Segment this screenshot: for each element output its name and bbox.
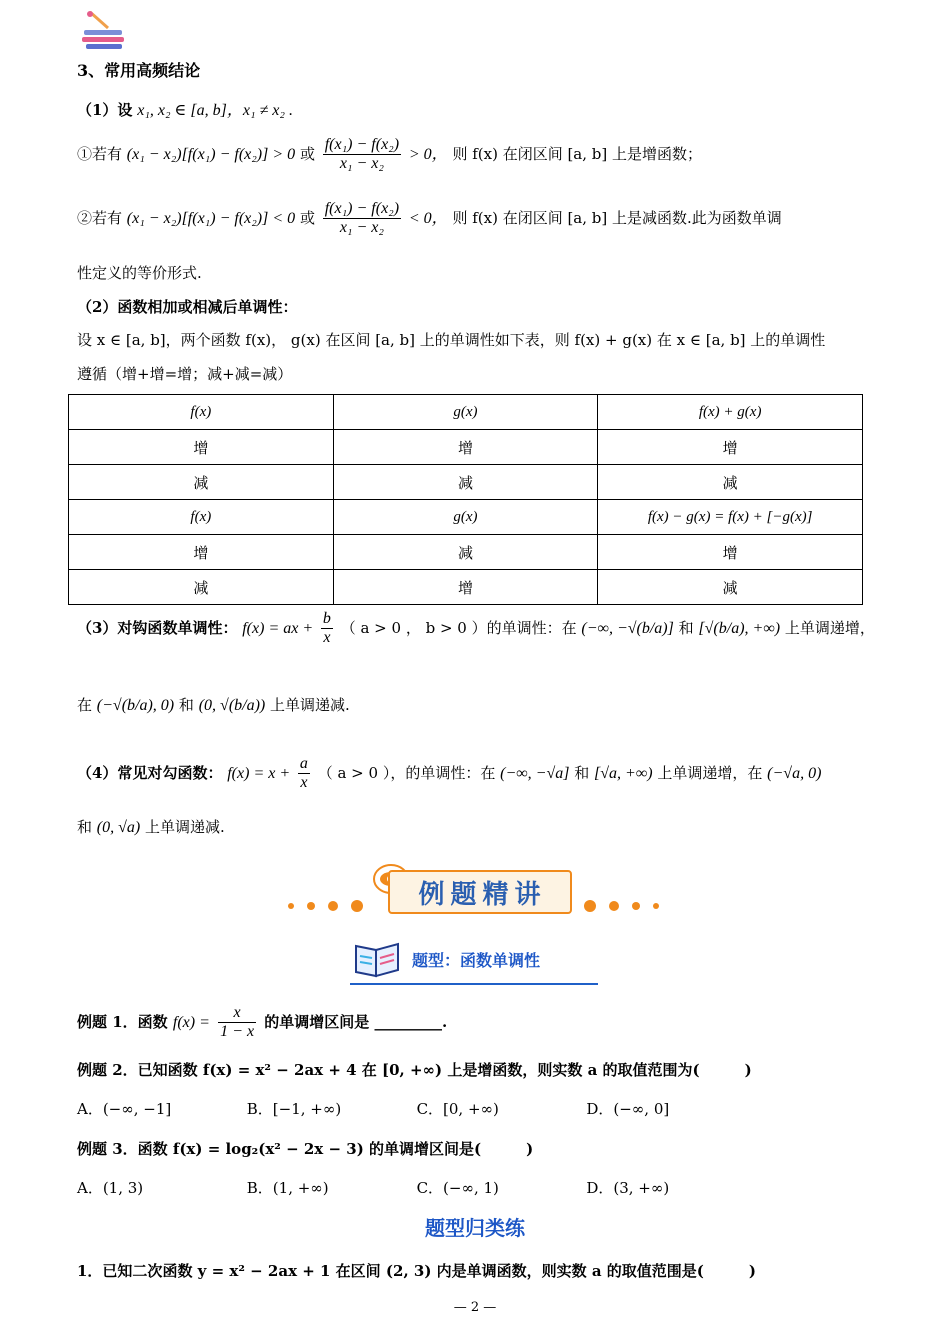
topic-underline (350, 983, 598, 985)
table-row: f(x) g(x) f(x) + g(x) (69, 395, 863, 430)
item3-line1: （3）对钩函数单调性： f(x) = ax + $\frac{b}{x}$ （ a > 0 ， b > 0 ）的单调性：在 (−∞, −√(b/a)] 和 [√(b/a), +∞) 上单调递增， (77, 610, 875, 647)
table-row: f(x) g(x) f(x) − g(x) = f(x) + [−g(x)] (69, 500, 863, 535)
books-logo-icon (80, 8, 130, 50)
topic-title: 题型：函数单调性 (412, 951, 541, 970)
table-row: 增 减 增 (69, 535, 863, 570)
item1: （1）设 x₁, x₂ ∈ [a, b]，x₁ ≠ x₂ . (77, 101, 293, 119)
monotonicity-table (68, 394, 863, 605)
option-c[interactable]: C．(−∞, 1) (416, 1179, 499, 1197)
rule1: ①若有 (x₁ − x₂)[f(x₁) − f(x₂)] > 0 或 $\frac{\text{f(x₁) − f(x₂)}}{\text{x₁ − x₂}}$ > 0， 则 f(x) 在闭区间 [a, b] 上是增函数； (77, 136, 703, 173)
banner-dots-left (285, 896, 375, 916)
item4-line2: 和 (0, √a) 上单调递减. (77, 818, 225, 836)
item2-text2: 遵循（增+增=增；减+减=减） (77, 365, 293, 383)
example-3: 例题 3．函数 f(x) = log₂(x² − 2x − 3) 的单调增区间是( ) (77, 1140, 534, 1158)
example-2-options (77, 1098, 751, 1119)
rule2-fraction: $\frac{\text{f(x₁) − f(x₂)}}{\text{x₁ − x₂}}$ (324, 200, 400, 237)
option-d[interactable]: D．(3, +∞) (586, 1179, 670, 1197)
rule2-continuation: 性定义的等价形式. (77, 264, 202, 282)
section-title: 3、常用高频结论 (77, 61, 201, 80)
example-3-options (77, 1177, 751, 1198)
item2-title: （2）函数相加或相减后单调性： (77, 298, 298, 316)
option-b[interactable]: B．(1, +∞) (246, 1179, 329, 1197)
option-a[interactable]: A．(1, 3) (77, 1179, 144, 1197)
banner-title: 例题精讲 (418, 880, 547, 910)
example-1: 例题 1．函数 f(x) = $\frac{x}{1 - x}$ 的单调增区间是 _________. (77, 1004, 448, 1041)
option-d[interactable]: D．(−∞, 0] (586, 1100, 670, 1118)
question-1: 1．已知二次函数 y = x² − 2ax + 1 在区间 (2, 3) 内是单调函数，则实数 a 的取值范围是( ) (77, 1262, 757, 1280)
rule2: ②若有 (x₁ − x₂)[f(x₁) − f(x₂)] < 0 或 $\frac{\text{f(x₁) − f(x₂)}}{\text{x₁ − x₂}}$ < 0， 则 f(x) 在闭区间 [a, b] 上是减函数.此为函数单调 (77, 200, 782, 237)
table-row: 增 增 增 (69, 430, 863, 465)
page-number: — 2 — (453, 1300, 497, 1315)
book-icon (352, 936, 402, 980)
item4-line1: （4）常见对勾函数： f(x) = x + $\frac{a}{x}$ （ a > 0 ），的单调性：在 (−∞, −√a] 和 [√a, +∞) 上单调递增，在 (−√a, 0) (77, 755, 822, 792)
option-c[interactable]: C．[0, +∞) (416, 1100, 499, 1118)
item3-line2: 在 (−√(b/a), 0) 和 (0, √(b/a)) 上单调递减. (77, 696, 350, 714)
option-a[interactable]: A．(−∞, −1] (77, 1100, 172, 1118)
practice-title: 题型归类练 (425, 1216, 525, 1240)
table-row: 减 增 减 (69, 570, 863, 605)
table-row: 减 减 减 (69, 465, 863, 500)
banner-dots-right (580, 896, 670, 916)
item2-text1: 设 x ∈ [a, b]，两个函数 f(x)， g(x) 在区间 [a, b] 上的单调性如下表，则 f(x) + g(x) 在 x ∈ [a, b] 上的单调性 (77, 331, 826, 349)
example-2: 例题 2．已知函数 f(x) = x² − 2ax + 4 在 [0, +∞) 上是增函数，则实数 a 的取值范围为( ) (77, 1061, 752, 1079)
option-b[interactable]: B．[−1, +∞) (246, 1100, 342, 1118)
rule1-fraction: $\frac{\text{f(x₁) − f(x₂)}}{\text{x₁ − x₂}}$ (324, 136, 400, 173)
